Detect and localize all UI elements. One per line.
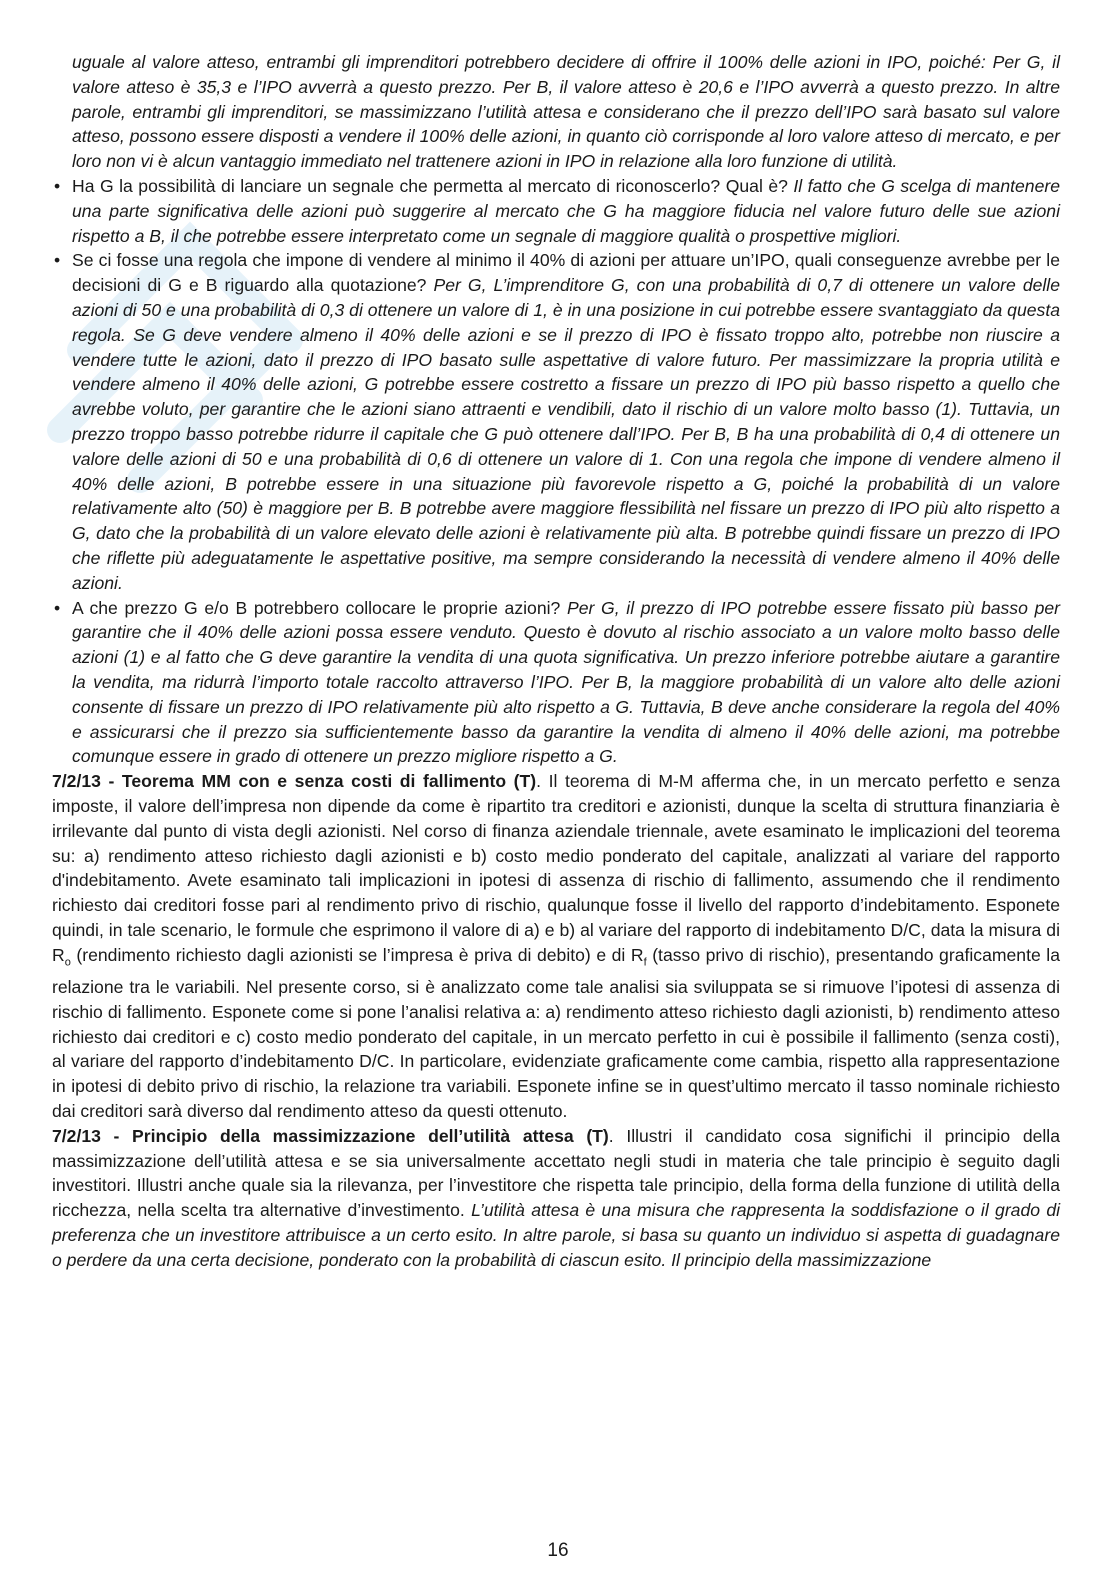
question-text: A che prezzo G e/o B potrebbero collocare le proprie azioni? <box>72 597 567 618</box>
question-bullet-price <box>52 596 1060 770</box>
bullet-icon: • <box>54 250 61 271</box>
answer-text: Il fatto che G scelga di mantenere una parte significativa delle azioni può suggerire al mercato che G ha maggiore fiducia nel valore futuro delle sue azioni rispetto a B, il che potrebbe essere interpretato come un segnale di maggiore qualità o prospettive migliori. <box>72 175 1061 246</box>
mm-theorem-section: 7/2/13 - Teorema MM con e senza costi di fallimento (T). Il teorema di M-M afferma che, in un mercato perfetto e senza imposte, il valore dell’impresa non dipende da come è ripartito tra creditori e azionisti, dunque la scelta di struttura finanziaria è irrilevante dal punto di vista degli azionisti. Nel corso di finanza aziendale triennale, avete esaminato le implicazioni del teorema su: a) rendimento atteso richiesto dagli azionisti e b) costo medio ponderato del capitale, analizzati al variare del rapporto d'indebitamento. Avete esaminato tali implicazioni in ipotesi di assenza di rischio di fallimento, assumendo che il rendimento richiesto dai creditori fosse pari al rendimento privo di rischio, qualunque fosse il livello del rapporto d’indebitamento. Esponete quindi, in tale scenario, le formule che esprimono il valore di a) e b) al variare del rapporto di indebitamento D/C, data la misura di $R_o$ (rendimento richiesto dagli azionisti se l’impresa è priva di debito) e di $R_f$ (tasso privo di rischio), presentando graficamente la relazione tra le variabili. Nel presente corso, si è analizzato come tale analisi sia sviluppata se si rimuove l’ipotesi di assenza di rischio di fallimento. Esponete come si pone l’analisi relativa a: a) rendimento atteso richiesto dagli azionisti, b) rendimento atteso richiesto dai creditori e c) costo medio ponderato del capitale, in un mercato perfetto in cui è possibile il fallimento (senza costi), al variare del rapporto d’indebitamento D/C. In particolare, evidenziate graficamente come cambia, rispetto alla rappresentazione in ipotesi di debito privo di rischio, la relazione tra variabili. Esponete infine se in quest’ultimo mercato il tasso nominale richiesto dai creditori sarà diverso dal rendimento atteso da questi ottenuto. <box>52 771 1060 1121</box>
question-text: Ha G la possibilità di lanciare un segnale che permetta al mercato di riconoscerlo? Qual è? <box>72 175 794 196</box>
section-heading: 7/2/13 - Principio della massimizzazione dell’utilità attesa (T) <box>52 1125 609 1146</box>
question-bullet-signal <box>52 174 1060 248</box>
answer-text: Per G, il prezzo di IPO potrebbe essere fissato più basso per garantire che il 40% delle azioni possa essere venduto. Questo è dovuto al rischio associato a un valore molto basso delle azioni (1) e al fatto che G deve garantire la vendita di una quota significativa. Un prezzo inferiore potrebbe aiutare a garantire la vendita, ma ridurrà l’importo totale raccolto attraverso l’IPO. Per B, la maggiore probabilità di un valore alto delle azioni consente di fissare un prezzo di IPO relativamente più alto rispetto a G. Tuttavia, B deve anche considerare la regola del 40% e assicurarsi che il prezzo sia sufficientemente basso da garantire la vendita di almeno il 40% delle azioni, ma potrebbe comunque essere in grado di ottenere un prezzo migliore rispetto a G. <box>72 597 1060 767</box>
bullet-icon: • <box>54 597 61 618</box>
document-body <box>52 50 1060 1273</box>
expected-utility-section: 7/2/13 - Principio della massimizzazione dell’utilità attesa (T). Illustri il candidato cosa significhi il principio della massimizzazione dell’utilità attesa e se sia universalmente accettato negli studi in materia che tale principio è seguito dagli investitori. Illustri anche quale sia la rilevanza, per l’investitore che rispetta tale principio, della forma della funzione di utilità della ricchezza, nella scelta tra alternative d’investimento. L’utilità attesa è una misura che rappresenta la soddisfazione o il grado di preferenza che un investitore attribuisce a un certo esito. In altre parole, si basa su quanto un individuo si aspetta di guadagnare o perdere da una certa decisione, ponderato con la probabilità di ciascun esito. Il principio della massimizzazione <box>52 1125 1061 1270</box>
answer-text: L’utilità attesa è una misura che rappresenta la soddisfazione o il grado di preferenza che un investitore attribuisce a un certo esito. In altre parole, si basa su quanto un individuo si aspetta di guadagnare o perdere da una certa decisione, ponderato con la probabilità di ciascun esito. Il principio della massimizzazione <box>52 1200 1061 1270</box>
answer-text: Per G, L’imprenditore G, con una probabilità di 0,7 di ottenere un valore delle azioni di 50 e una probabilità di 0,3 di ottenere un valore di 1, è in una posizione in cui potrebbe essere svantaggiato da questa regola. Se G deve vendere almeno il 40% delle azioni e se il prezzo di IPO è fissato troppo alto, potrebbe non riuscire a vendere tutte le azioni, dato il prezzo di IPO basato sulle aspettative di valore futuro. Per massimizzare la propria utilità e vendere almeno il 40% delle azioni, G potrebbe essere costretto a fissare un prezzo di IPO più basso rispetto a quello che avrebbe voluto, per garantire che le azioni siano attraenti e vendibili, dato il rischio di un valore molto basso (1). Tuttavia, un prezzo troppo basso potrebbe ridurre il capitale che G può ottenere dall’IPO. Per B, B ha una probabilità di 0,4 di ottenere un valore delle azioni di 50 e una probabilità di 0,6 di ottenere un valore di 1. Con una regola che impone di vendere almeno il 40% delle azioni, B potrebbe essere in una situazione più favorevole rispetto a G, poiché la probabilità di un valore relativamente alto (50) è maggiore per B. B potrebbe avere maggiore flessibilità nel fissare un prezzo di IPO più alto rispetto a G, dato che la probabilità di un valore elevato delle azioni è relativamente più alta. B potrebbe quindi fissare un prezzo di IPO che riflette più adeguatamente le aspettative positive, ma sempre considerando la necessità di vendere almeno il 40% delle azioni. <box>72 275 1060 593</box>
page-number: 16 <box>547 1540 569 1561</box>
question-bullet-rule-40 <box>52 248 1060 595</box>
question-text: Se ci fosse una regola che impone di vendere al minimo il 40% di azioni per attuare un’IPO, quali conseguenze avrebbe per le decisioni di G e B riguardo alla quotazione? <box>72 250 1060 296</box>
section-heading: 7/2/13 - Teorema MM con e senza costi di fallimento (T) <box>52 771 537 792</box>
bullet-icon: • <box>54 175 61 196</box>
ipo-answer-paragraph: uguale al valore atteso, entrambi gli imprenditori potrebbero decidere di offrire il 100% delle azioni in IPO, poiché: Per G, il valore atteso è 35,3 e l’IPO avverrà a questo prezzo. Per B, il valore atteso è 20,6 e l’IPO avverrà a questo prezzo. In altre parole, entrambi gli imprenditori, se massimizzano l’utilità attesa e considerano che il prezzo dell’IPO sarà basato sul valore atteso, possono essere disposti a vendere il 100% delle azioni, in quanto ciò corrisponde al loro valore atteso di mercato, e per loro non vi è alcun vantaggio immediato nel trattenere azioni in IPO in relazione alla loro funzione di utilità. <box>72 52 1060 172</box>
